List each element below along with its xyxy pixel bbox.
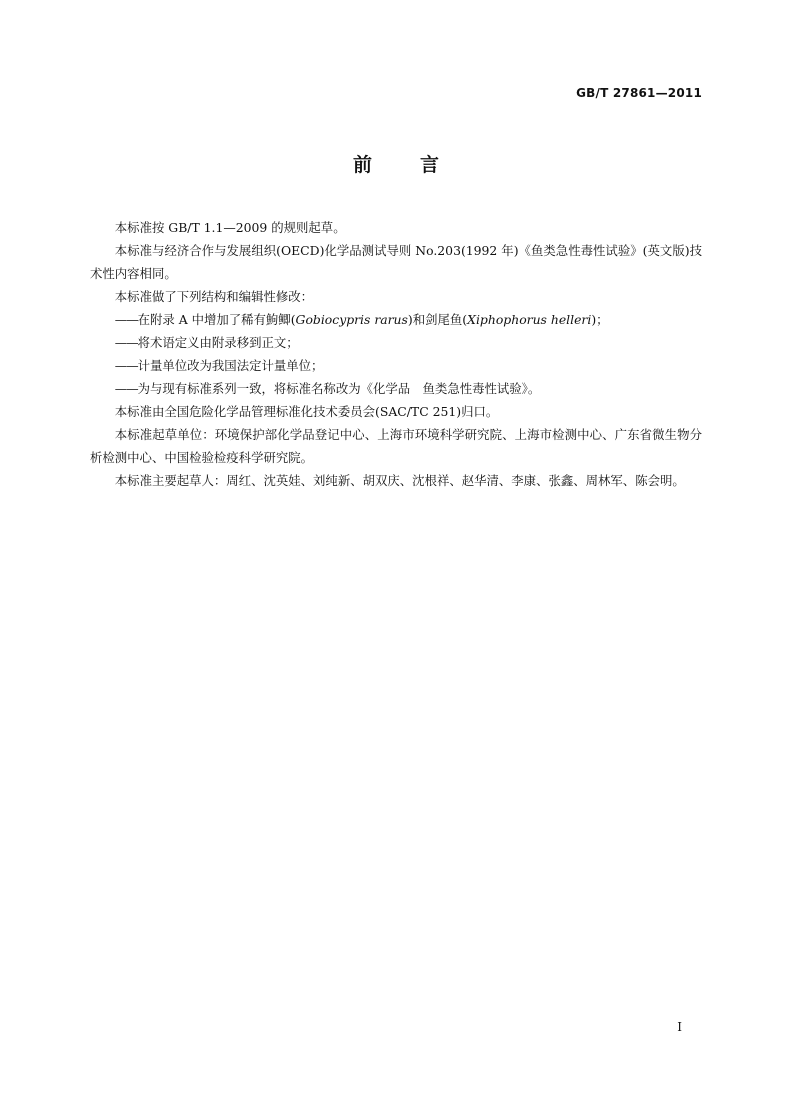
species-gobiocypris: Gobiocypris rarus	[295, 312, 408, 327]
title-char-1: 前	[352, 154, 372, 176]
terms-text: 将术语定义由附录移到正文；	[137, 335, 299, 350]
dash-mark: ——	[114, 312, 138, 327]
paragraph-drafting-rules: 本标准按 GB/T 1.1—2009 的规则起草。	[114, 220, 346, 235]
modification-item-terms	[90, 331, 702, 354]
paragraph-committee: 本标准由全国危险化学品管理标准化技术委员会(SAC/TC 251)归口。	[114, 404, 499, 419]
title-char-2: 言	[420, 154, 440, 176]
paragraph-oecd-equivalence: 本标准与经济合作与发展组织(OECD)化学品测试导则 No.203(1992 年)《鱼类急性毒性试验》(英文版)技术性内容相同。	[90, 243, 702, 281]
page-number: I	[677, 1020, 682, 1034]
name-text: 为与现有标准系列一致，将标准名称改为《化学品 鱼类急性毒性试验》。	[137, 381, 541, 396]
page-title	[0, 150, 792, 177]
annex-text-a: 在附录 A 中增加了稀有鮈鲫(	[137, 312, 296, 327]
dash-mark: ——	[114, 358, 138, 373]
annex-text-c: )和剑尾鱼(	[407, 312, 468, 327]
modification-item-name	[90, 377, 702, 400]
dash-mark: ——	[114, 335, 138, 350]
modification-item-annex	[90, 308, 702, 331]
standard-number: GB/T 27861—2011	[576, 86, 702, 100]
foreword-body	[90, 216, 702, 492]
species-xiphophorus: Xiphophorus helleri	[467, 312, 592, 327]
units-text: 计量单位改为我国法定计量单位；	[137, 358, 324, 373]
annex-text-e: )；	[591, 312, 609, 327]
paragraph-drafters: 本标准主要起草人：周红、沈英娃、刘纯新、胡双庆、沈根祥、赵华清、李康、张鑫、周林军、陈会明。	[114, 473, 685, 488]
modification-item-units	[90, 354, 702, 377]
dash-mark: ——	[114, 381, 138, 396]
paragraph-modifications-intro: 本标准做了下列结构和编辑性修改：	[114, 289, 314, 304]
paragraph-drafting-units: 本标准起草单位：环境保护部化学品登记中心、上海市环境科学研究院、上海市检测中心、广东省微生物分析检测中心、中国检验检疫科学研究院。	[90, 427, 702, 465]
